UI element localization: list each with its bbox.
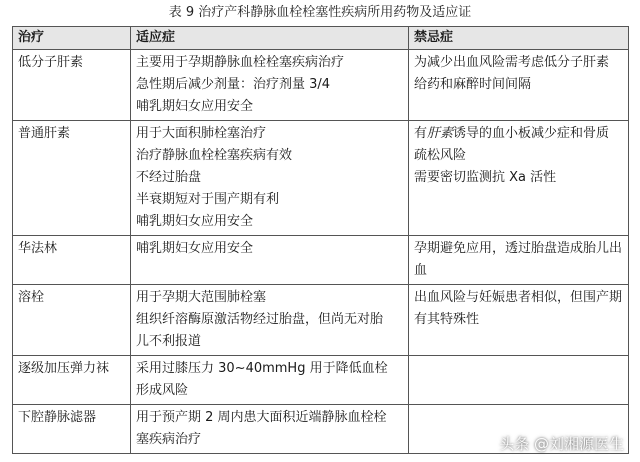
table-row [13,50,629,121]
contraindication-line: 疏松风险 [414,148,467,163]
indication-cell [131,236,409,285]
indication-cell [131,405,409,454]
indication-line: 主要用于孕期静脉血栓栓塞疾病治疗 [136,55,345,70]
contraindication-line: 需要密切监测抗 Xa 活性 [414,170,557,185]
treatment-cell: 低分子肝素 [13,50,131,121]
contraindication-cell [409,356,629,405]
heparin-italic-term: 肝素 [427,126,454,141]
contraindication-line: 孕期避免应用，透过胎盘造成胎儿出 [414,241,623,256]
indication-line: 采用过膝压力 30~40mmHg 用于降低血栓 [136,361,388,376]
indication-line: 哺乳期妇女应用安全 [136,241,254,256]
indication-line: 形成风险 [136,383,189,398]
watermark: 头条 @刘湘源医生 [499,435,624,453]
table-row [13,356,629,405]
table-row [13,121,629,236]
indication-cell [131,121,409,236]
contraindication-line [414,123,623,145]
treatment-cell: 普通肝素 [13,121,131,236]
indication-line: 半衰期短对于围产期有利 [136,192,280,207]
indication-line: 急性期后减少剂量：治疗剂量 3/4 [136,77,331,92]
treatment-cell: 溶栓 [13,285,131,356]
table-caption: 表 9 治疗产科静脉血栓栓塞性疾病所用药物及适应证 [168,5,472,20]
header-treatment: 治疗 [13,27,131,50]
contraindication-line [414,52,623,74]
indication-line: 不经过胎盘 [136,170,202,185]
contraindication-cell [409,50,629,121]
indication-line: 塞疾病治疗 [136,432,202,447]
contraindication-line: 有其特殊性 [414,312,480,327]
header-contraindication: 禁忌症 [409,27,629,50]
indication-line: 儿不利报道 [136,334,202,349]
treatment-cell: 下腔静脉滤器 [13,405,131,454]
table-header-row [13,27,629,50]
header-indication: 适应症 [131,27,409,50]
treatment-cell: 逐级加压弹力袜 [13,356,131,405]
indication-line: 用于孕期大范围肺栓塞 [136,290,267,305]
contraindication-line: 血 [414,263,428,278]
indication-cell [131,285,409,356]
indication-line: 哺乳期妇女应用安全 [136,214,254,229]
treatment-cell: 华法林 [13,236,131,285]
contraindication-line: 出血风险与妊娠患者相似，但围产期 [414,290,623,305]
indication-line: 哺乳期妇女应用安全 [136,99,254,114]
contraindication-line: 给药和麻醉时间间隔 [414,77,532,92]
table-row [13,285,629,356]
indication-cell [131,50,409,121]
indication-cell [131,356,409,405]
indication-line: 用于预产期 2 周内患大面积近端静脉血栓栓 [136,410,387,425]
drug-indication-table [12,26,629,454]
contraindication-text: 诱导的血小板减少症和骨质 [453,126,610,141]
indication-line: 组织纤溶酶原激活物经过胎盘，但尚无对胎 [136,312,384,327]
table-row [13,236,629,285]
indication-line: 用于大面积肺栓塞治疗 [136,126,267,141]
contraindication-cell [409,121,629,236]
indication-line: 治疗静脉血栓栓塞疾病有效 [136,148,293,163]
contraindication-text: 有 [414,126,428,141]
contraindication-cell [409,236,629,285]
contraindication-cell [409,285,629,356]
contraindication-text: 为减少出血风险需考虑低分子肝素 [414,55,610,70]
